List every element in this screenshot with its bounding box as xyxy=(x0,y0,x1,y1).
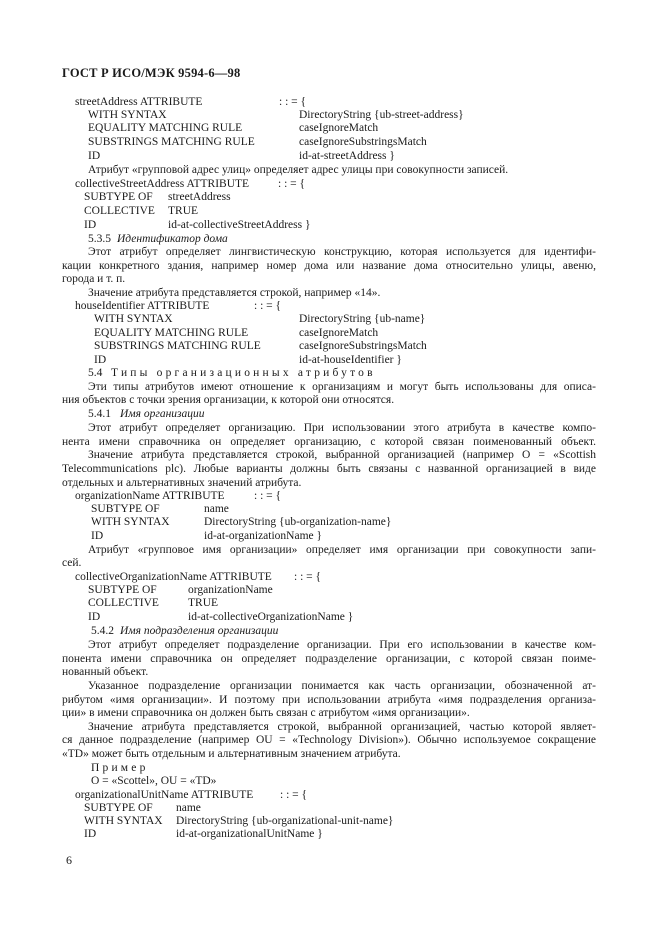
code-line: WITH SYNTAX xyxy=(84,815,163,827)
paragraph-line: рибутом «имя организации». И поэтому при использовании атрибута «имя подразделения организа- xyxy=(62,694,596,706)
code-line: ID xyxy=(94,354,107,366)
code-line: SUBTYPE OF xyxy=(88,584,157,596)
paragraph-line: Этот атрибут определяет организацию. При использовании этого атрибута в качестве компо- xyxy=(88,422,596,434)
code-line: COLLECTIVE xyxy=(88,597,159,609)
code-line: : : = { xyxy=(279,96,307,108)
code-line: TRUE xyxy=(168,205,199,217)
paragraph-line: Указанное подразделение организации понимается как часть организации, обозначенной ат- xyxy=(88,680,596,692)
paragraph-line: Эти типы атрибутов имеют отношение к организациям и могут быть использованы для описа- xyxy=(88,381,596,393)
code-line: WITH SYNTAX xyxy=(91,516,170,528)
section-title: Идентификатор дома xyxy=(117,233,228,245)
code-line: streetAddress ATTRIBUTE xyxy=(75,96,203,108)
code-line: DirectoryString {ub-street-address} xyxy=(299,109,464,121)
code-line: caseIgnoreSubstringsMatch xyxy=(299,136,427,148)
paragraph-line: ния объектов с точки зрения организации, к которой они относятся. xyxy=(62,394,395,406)
section-number: 5.4.1 xyxy=(88,408,111,420)
code-line: EQUALITY MATCHING RULE xyxy=(88,122,243,134)
code-line: DirectoryString {ub-organizational-unit-name} xyxy=(176,815,394,827)
section-number: 5.4 xyxy=(88,367,103,379)
code-line: id-at-organizationalUnitName } xyxy=(176,828,323,840)
code-line: id-at-streetAddress } xyxy=(299,150,395,162)
paragraph-line: Telecommunications plc). Любые варианты должны быть связаны с названной организацией в виде xyxy=(62,463,596,475)
paragraph-line: нованный объект. xyxy=(62,666,149,678)
code-line: ID xyxy=(91,530,104,542)
code-line: COLLECTIVE xyxy=(84,205,155,217)
code-line: organizationName xyxy=(188,584,273,596)
paragraph-line: ся данное подразделение (например OU = «Technology Division»). Обычно используемое сокращение xyxy=(62,734,596,746)
section-number: 5.3.5 xyxy=(88,233,111,245)
section-number: 5.4.2 xyxy=(91,625,114,637)
paragraph-line: кации конкретного здания, например номер дома или название дома относительно улицы, авеню, xyxy=(62,260,596,272)
paragraph-line: Значение атрибута представляется строкой, например «14». xyxy=(88,287,381,299)
code-line: organizationName ATTRIBUTE xyxy=(75,490,225,502)
code-line: id-at-collectiveStreetAddress } xyxy=(168,219,311,231)
section-title: Имя подразделения организации xyxy=(120,625,279,637)
paragraph-line: отдельных и альтернативных значений атрибута. xyxy=(62,477,302,489)
paragraph-line: «TD» может быть отдельным и альтернативным значением атрибута. xyxy=(62,748,401,760)
code-line: ID xyxy=(84,219,97,231)
example-line: O = «Scottel», OU = «TD» xyxy=(91,775,217,787)
code-line: organizationalUnitName ATTRIBUTE xyxy=(75,789,254,801)
paragraph-line: Этот атрибут определяет подразделение организации. При его использовании в качестве ком- xyxy=(88,639,596,651)
paragraph-line: Этот атрибут определяет лингвистическую конструкцию, которая используется для идентифи- xyxy=(88,246,596,258)
code-line: ID xyxy=(88,150,101,162)
paragraph-line: сей. xyxy=(62,557,82,569)
paragraph-line: ции» в имени справочника он должен быть связан с атрибутом «имя организации». xyxy=(62,707,470,719)
code-line: ID xyxy=(88,611,101,623)
code-line: caseIgnoreSubstringsMatch xyxy=(299,340,427,352)
paragraph-line: Значение атрибута представляется строкой, выбранной организацией (например O = «Scottish xyxy=(88,449,596,461)
code-line: SUBSTRINGS MATCHING RULE xyxy=(94,340,261,352)
paragraph-line: нента имени справочника он определяет организацию, с которой связан поименованный объект. xyxy=(62,436,596,448)
code-line: SUBSTRINGS MATCHING RULE xyxy=(88,136,255,148)
code-line: id-at-organizationName } xyxy=(204,530,323,542)
code-line: WITH SYNTAX xyxy=(88,109,167,121)
code-line: ID xyxy=(84,828,97,840)
code-line: id-at-collectiveOrganizationName } xyxy=(188,611,354,623)
code-line: SUBTYPE OF xyxy=(84,191,153,203)
code-line: id-at-houseIdentifier } xyxy=(299,354,402,366)
code-line: collectiveOrganizationName ATTRIBUTE xyxy=(75,571,272,583)
code-line: DirectoryString {ub-organization-name} xyxy=(204,516,392,528)
code-line: caseIgnoreMatch xyxy=(299,327,379,339)
code-line: name xyxy=(204,503,229,515)
paragraph-line: Атрибут «групповое имя организации» определяет имя организации при совокупности запи- xyxy=(88,544,596,556)
paragraph-line: Атрибут «групповой адрес улиц» определяет адрес улицы при совокупности записей. xyxy=(88,164,509,176)
code-line: SUBTYPE OF xyxy=(91,503,160,515)
paragraph-line: Значение атрибута представляется строкой, выбранной организацией, частью которой являет- xyxy=(88,721,596,733)
code-line: WITH SYNTAX xyxy=(94,313,173,325)
code-line: houseIdentifier ATTRIBUTE xyxy=(75,300,210,312)
code-line: collectiveStreetAddress ATTRIBUTE xyxy=(75,178,250,190)
code-line: caseIgnoreMatch xyxy=(299,122,379,134)
code-line: SUBTYPE OF xyxy=(84,802,153,814)
code-line: : : = { xyxy=(254,300,282,312)
code-line: streetAddress xyxy=(168,191,231,203)
section-title: Типы организационных атрибутов xyxy=(111,367,376,379)
document-header: ГОСТ Р ИСО/МЭК 9594-6—98 xyxy=(62,66,241,80)
code-line: DirectoryString {ub-name} xyxy=(299,313,426,325)
example-label: Пример xyxy=(91,762,149,774)
code-line: TRUE xyxy=(188,597,219,609)
paragraph-line: города и т. п. xyxy=(62,273,126,285)
code-line: : : = { xyxy=(294,571,322,583)
paragraph-line: понента имени справочника он определяет подразделение организации, с которой связан поиме- xyxy=(62,653,596,665)
code-line: : : = { xyxy=(278,178,306,190)
code-line: EQUALITY MATCHING RULE xyxy=(94,327,249,339)
code-line: name xyxy=(176,802,201,814)
section-title: Имя организации xyxy=(120,408,205,420)
code-line: : : = { xyxy=(254,490,282,502)
page-number: 6 xyxy=(66,853,72,867)
code-line: : : = { xyxy=(280,789,308,801)
